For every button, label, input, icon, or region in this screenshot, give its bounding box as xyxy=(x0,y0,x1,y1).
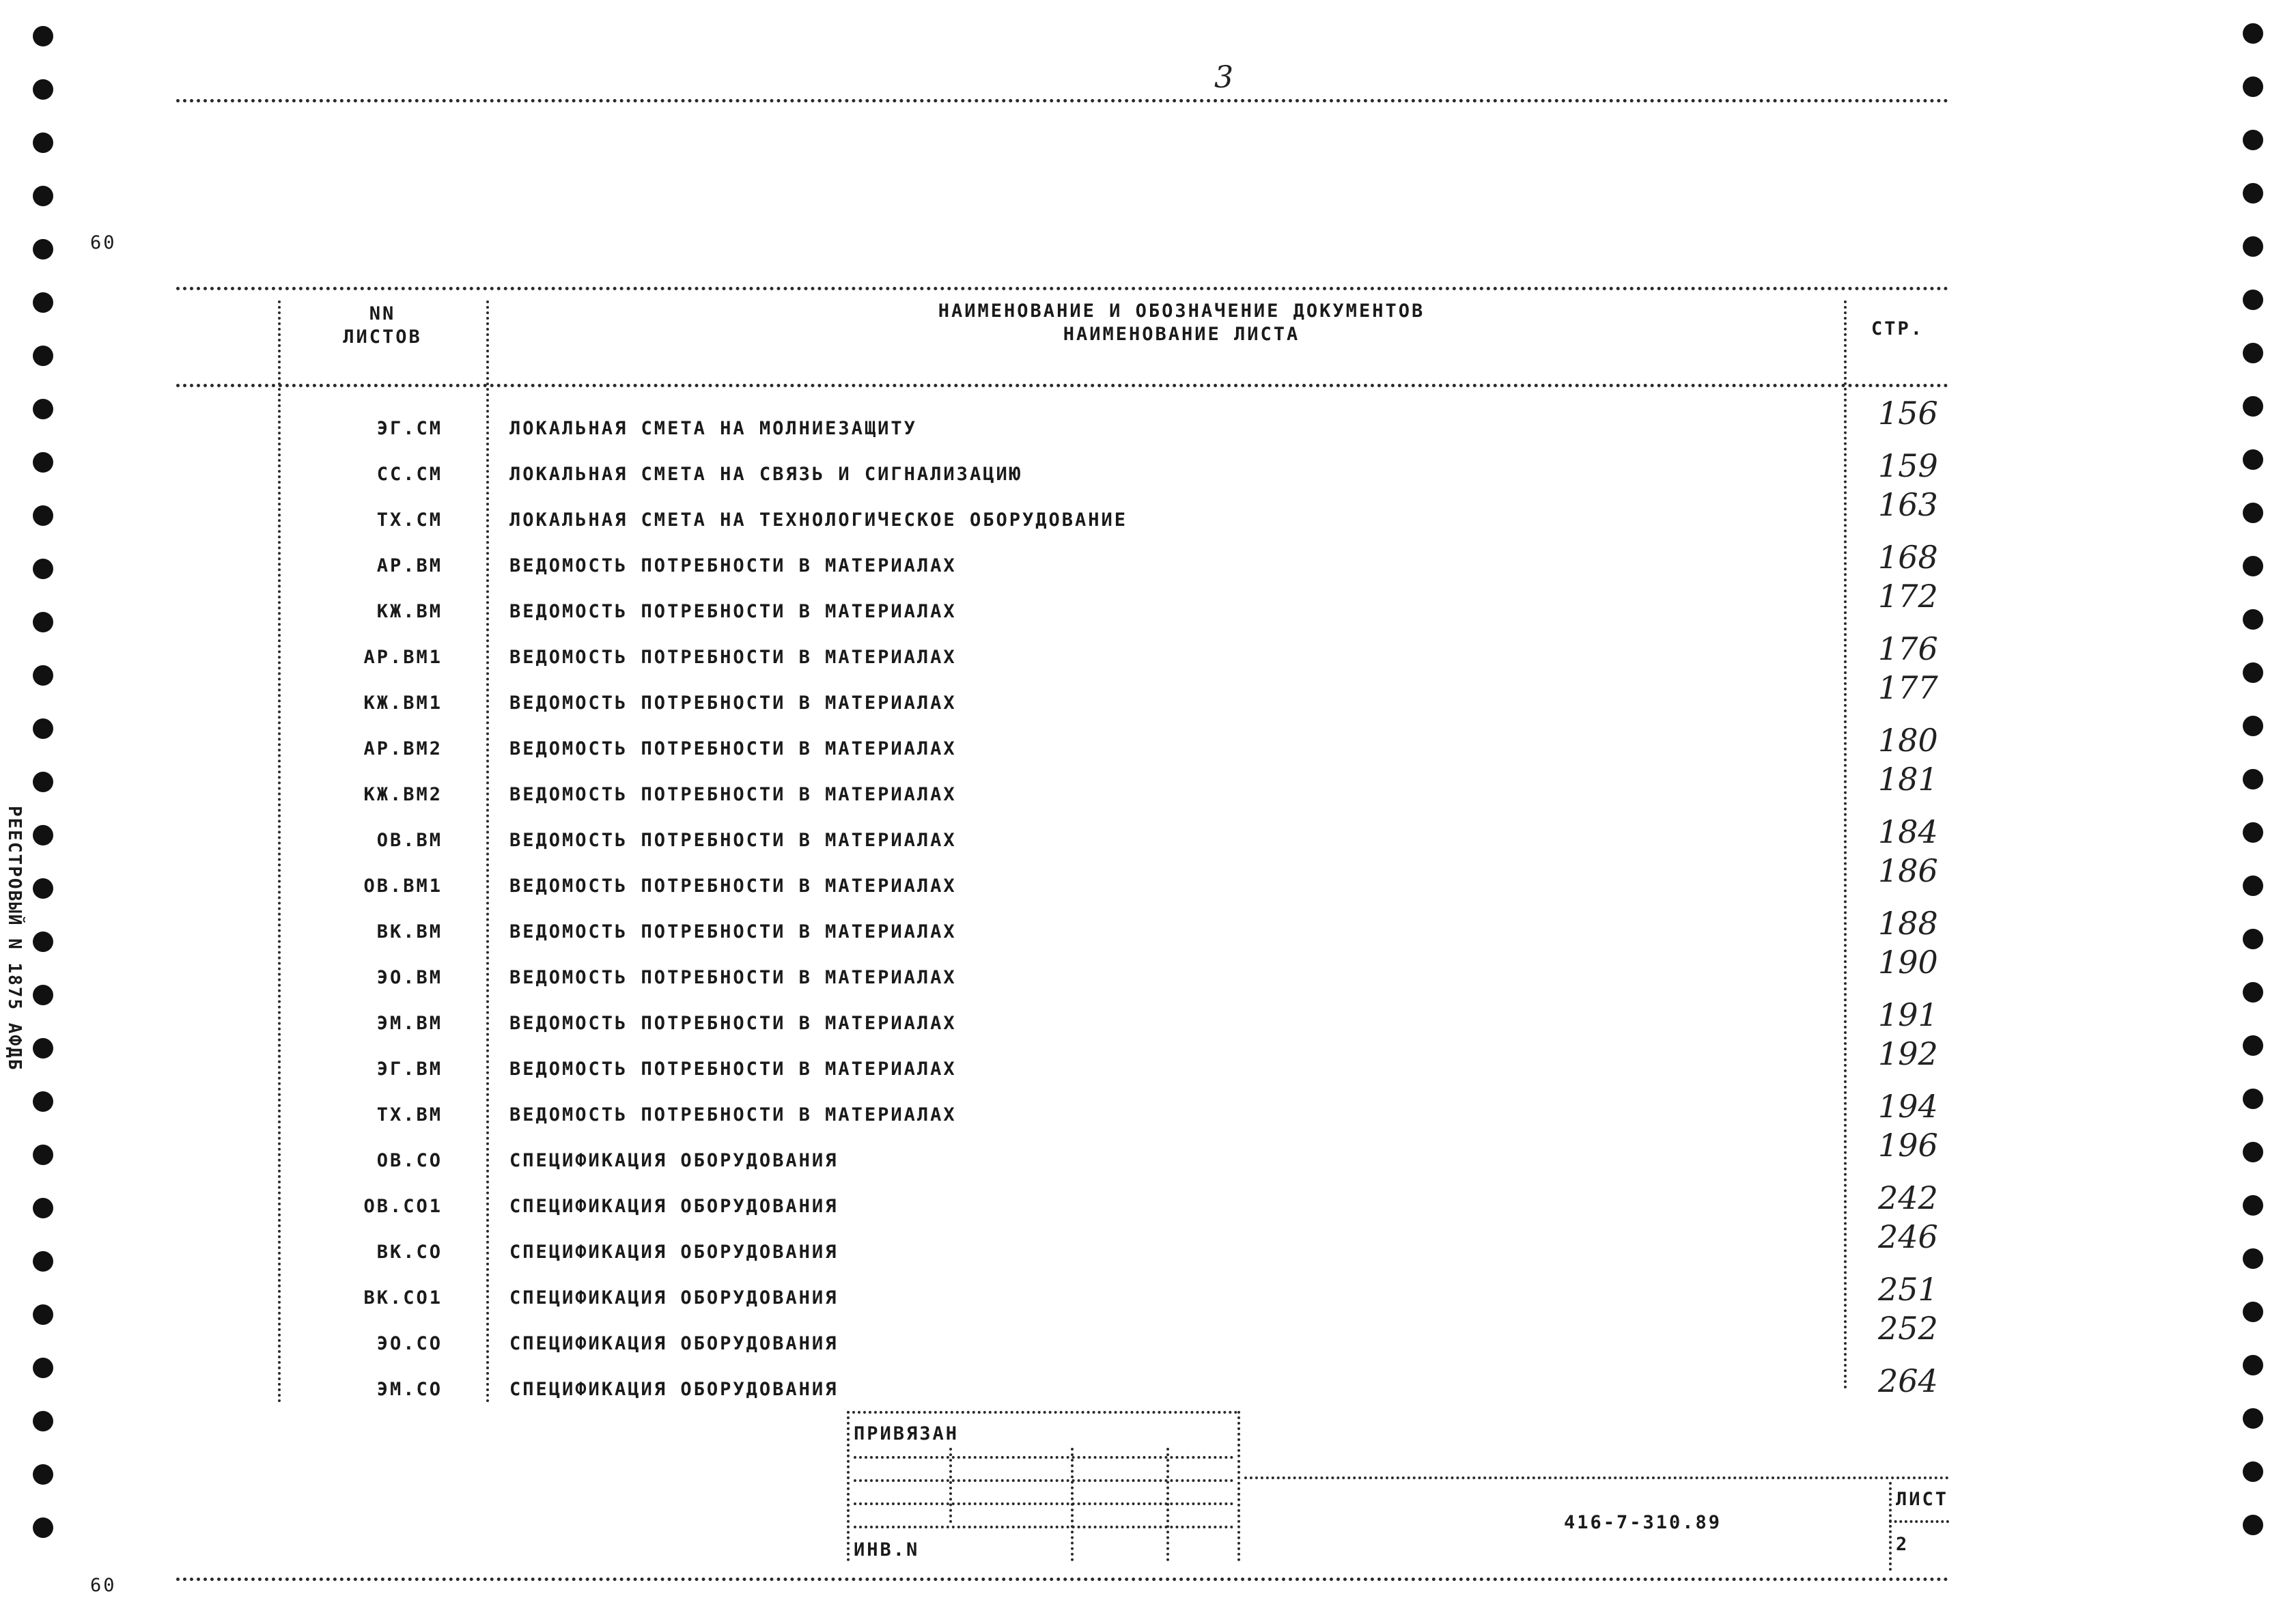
punch-hole xyxy=(33,132,53,153)
punch-hole xyxy=(2243,556,2263,576)
row-sheet-code: ТХ.СМ xyxy=(376,509,443,531)
punch-hole xyxy=(33,79,53,100)
row-document-title: ЛОКАЛЬНАЯ СМЕТА НА СВЯЗЬ И СИГНАЛИЗАЦИЮ xyxy=(509,464,1022,485)
punch-hole xyxy=(2243,1248,2263,1269)
punch-hole xyxy=(2243,716,2263,736)
row-sheet-code: АР.ВМ xyxy=(376,555,443,576)
column-divider-right xyxy=(1844,300,1847,1390)
row-page-number-handwritten: 184 xyxy=(1878,813,1938,850)
row-document-title: ВЕДОМОСТЬ ПОТРЕБНОСТИ В МАТЕРИАЛАХ xyxy=(509,921,957,942)
row-sheet-code: ЭМ.ВМ xyxy=(376,1013,443,1034)
row-page-number-handwritten: 159 xyxy=(1878,447,1938,484)
punch-hole xyxy=(33,612,53,632)
row-sheet-code: ВК.СО1 xyxy=(363,1287,443,1308)
margin-number-bottom: 60 xyxy=(90,1575,117,1596)
punch-hole xyxy=(2243,1515,2263,1535)
punch-hole xyxy=(2243,343,2263,363)
punch-hole xyxy=(2243,1355,2263,1375)
side-registry-stamp: РЕЕСТРОВЫЙ N 1875 АФДБ xyxy=(4,806,25,1072)
row-document-title: ВЕДОМОСТЬ ПОТРЕБНОСТИ В МАТЕРИАЛАХ xyxy=(509,876,957,897)
row-document-title: ВЕДОМОСТЬ ПОТРЕБНОСТИ В МАТЕРИАЛАХ xyxy=(509,692,957,714)
punch-hole xyxy=(33,1464,53,1485)
punch-hole xyxy=(33,505,53,526)
punch-hole xyxy=(2243,76,2263,97)
punch-hole xyxy=(2243,822,2263,843)
row-page-number-handwritten: 163 xyxy=(1878,486,1938,523)
row-page-number-handwritten: 176 xyxy=(1878,630,1938,667)
row-document-title: ВЕДОМОСТЬ ПОТРЕБНОСТИ В МАТЕРИАЛАХ xyxy=(509,1013,957,1034)
punch-hole xyxy=(33,559,53,579)
header-sheets-line1: NN xyxy=(369,303,396,324)
stamp-right-border xyxy=(1237,1411,1240,1561)
row-sheet-code: ВК.СО xyxy=(376,1242,443,1263)
punch-hole xyxy=(33,239,53,260)
punch-hole xyxy=(33,1251,53,1272)
row-document-title: СПЕЦИФИКАЦИЯ ОБОРУДОВАНИЯ xyxy=(509,1287,839,1308)
row-page-number-handwritten: 196 xyxy=(1878,1127,1938,1164)
punch-hole xyxy=(2243,1302,2263,1322)
column-divider-left xyxy=(278,300,281,1403)
row-document-title: ВЕДОМОСТЬ ПОТРЕБНОСТИ В МАТЕРИАЛАХ xyxy=(509,1104,957,1125)
punch-hole xyxy=(33,452,53,473)
top-rule xyxy=(176,99,1949,102)
row-page-number-handwritten: 252 xyxy=(1878,1310,1938,1347)
row-document-title: СПЕЦИФИКАЦИЯ ОБОРУДОВАНИЯ xyxy=(509,1150,839,1171)
punch-hole xyxy=(2243,1461,2263,1482)
row-document-title: ВЕДОМОСТЬ ПОТРЕБНОСТИ В МАТЕРИАЛАХ xyxy=(509,601,957,622)
punch-hole xyxy=(33,1145,53,1165)
row-page-number-handwritten: 181 xyxy=(1878,761,1938,798)
punch-hole xyxy=(33,1304,53,1325)
row-sheet-code: АР.ВМ2 xyxy=(363,738,443,759)
row-sheet-code: КЖ.ВМ xyxy=(376,601,443,622)
document-code: 416-7-310.89 xyxy=(1564,1512,1722,1533)
punch-hole xyxy=(33,1411,53,1431)
stamp-rule-3 xyxy=(854,1502,1233,1505)
punch-hole xyxy=(2243,609,2263,630)
punch-hole xyxy=(2243,769,2263,789)
row-page-number-handwritten: 186 xyxy=(1878,852,1938,889)
punch-hole xyxy=(33,878,53,899)
sheet-number: 2 xyxy=(1896,1534,1909,1555)
punch-hole xyxy=(33,665,53,686)
row-sheet-code: КЖ.ВМ1 xyxy=(363,692,443,714)
stamp-top-rule xyxy=(847,1411,1237,1414)
punch-hole xyxy=(2243,396,2263,417)
table-header-rule xyxy=(176,384,1949,387)
punch-hole xyxy=(2243,1142,2263,1162)
row-sheet-code: ЭГ.СМ xyxy=(376,418,443,439)
row-document-title: СПЕЦИФИКАЦИЯ ОБОРУДОВАНИЯ xyxy=(509,1196,839,1217)
row-page-number-handwritten: 264 xyxy=(1878,1362,1938,1399)
row-sheet-code: СС.СМ xyxy=(376,464,443,485)
row-page-number-handwritten: 180 xyxy=(1878,722,1938,759)
punch-hole xyxy=(33,186,53,206)
bottom-rule xyxy=(176,1578,1949,1581)
row-page-number-handwritten: 172 xyxy=(1878,578,1938,615)
punch-hole xyxy=(2243,1089,2263,1109)
stamp-rule-1 xyxy=(854,1456,1233,1459)
row-document-title: ВЕДОМОСТЬ ПОТРЕБНОСТИ В МАТЕРИАЛАХ xyxy=(509,738,957,759)
row-sheet-code: ОВ.ВМ xyxy=(376,830,443,851)
punch-hole xyxy=(33,1198,53,1218)
row-document-title: СПЕЦИФИКАЦИЯ ОБОРУДОВАНИЯ xyxy=(509,1333,839,1354)
punch-hole xyxy=(33,346,53,366)
punch-hole xyxy=(2243,876,2263,896)
row-document-title: СПЕЦИФИКАЦИЯ ОБОРУДОВАНИЯ xyxy=(509,1379,839,1400)
punch-hole xyxy=(2243,449,2263,470)
row-page-number-handwritten: 190 xyxy=(1878,944,1938,981)
page-number-handwritten: 3 xyxy=(1214,60,1233,95)
row-page-number-handwritten: 188 xyxy=(1878,905,1938,942)
row-sheet-code: ЭГ.ВМ xyxy=(376,1059,443,1080)
stamp-attached-label: ПРИВЯЗАН xyxy=(854,1423,960,1444)
punch-hole xyxy=(2243,23,2263,44)
row-page-number-handwritten: 194 xyxy=(1878,1088,1938,1125)
punch-hole xyxy=(33,1517,53,1538)
punch-hole xyxy=(33,825,53,845)
punch-hole xyxy=(2243,1195,2263,1216)
title-block-top-rule xyxy=(1244,1476,1949,1479)
stamp-left-border xyxy=(847,1411,850,1561)
punch-hole xyxy=(2243,1035,2263,1056)
punch-hole xyxy=(33,1038,53,1059)
row-sheet-code: ТХ.ВМ xyxy=(376,1104,443,1125)
punch-hole xyxy=(2243,236,2263,257)
row-document-title: ВЕДОМОСТЬ ПОТРЕБНОСТИ В МАТЕРИАЛАХ xyxy=(509,784,957,805)
row-sheet-code: ЭМ.СО xyxy=(376,1379,443,1400)
stamp-inv-label: ИНВ.N xyxy=(854,1539,920,1560)
punch-hole xyxy=(33,399,53,419)
punch-hole xyxy=(33,1358,53,1378)
header-sheets-line2: ЛИСТОВ xyxy=(343,326,422,348)
row-page-number-handwritten: 242 xyxy=(1878,1179,1938,1216)
punch-hole xyxy=(2243,503,2263,523)
row-document-title: ЛОКАЛЬНАЯ СМЕТА НА ТЕХНОЛОГИЧЕСКОЕ ОБОРУДОВАНИЕ xyxy=(509,509,1128,531)
header-name-line2: НАИМЕНОВАНИЕ ЛИСТА xyxy=(1063,324,1300,345)
row-sheet-code: ОВ.ВМ1 xyxy=(363,876,443,897)
punch-hole xyxy=(2243,982,2263,1003)
column-divider-middle xyxy=(486,300,489,1403)
row-sheet-code: ОВ.СО xyxy=(376,1150,443,1171)
punch-hole xyxy=(33,718,53,739)
row-document-title: ВЕДОМОСТЬ ПОТРЕБНОСТИ В МАТЕРИАЛАХ xyxy=(509,1059,957,1080)
punch-hole xyxy=(33,932,53,952)
row-document-title: СПЕЦИФИКАЦИЯ ОБОРУДОВАНИЯ xyxy=(509,1242,839,1263)
row-document-title: ВЕДОМОСТЬ ПОТРЕБНОСТИ В МАТЕРИАЛАХ xyxy=(509,967,957,988)
punch-hole xyxy=(2243,130,2263,150)
punch-hole xyxy=(33,772,53,792)
row-document-title: ВЕДОМОСТЬ ПОТРЕБНОСТИ В МАТЕРИАЛАХ xyxy=(509,647,957,668)
punch-hole xyxy=(2243,1408,2263,1429)
punch-hole xyxy=(2243,929,2263,949)
row-document-title: ЛОКАЛЬНАЯ СМЕТА НА МОЛНИЕЗАЩИТУ xyxy=(509,418,917,439)
row-page-number-handwritten: 156 xyxy=(1878,395,1938,432)
punch-hole xyxy=(33,985,53,1005)
punch-hole xyxy=(2243,662,2263,683)
header-name-line1: НАИМЕНОВАНИЕ И ОБОЗНАЧЕНИЕ ДОКУМЕНТОВ xyxy=(938,300,1425,322)
row-sheet-code: КЖ.ВМ2 xyxy=(363,784,443,805)
punch-hole xyxy=(33,26,53,46)
row-sheet-code: ОВ.СО1 xyxy=(363,1196,443,1217)
row-page-number-handwritten: 177 xyxy=(1878,669,1938,706)
row-page-number-handwritten: 191 xyxy=(1878,996,1938,1033)
punch-hole xyxy=(2243,183,2263,204)
row-page-number-handwritten: 246 xyxy=(1878,1218,1938,1255)
stamp-rule-2 xyxy=(854,1479,1233,1482)
row-document-title: ВЕДОМОСТЬ ПОТРЕБНОСТИ В МАТЕРИАЛАХ xyxy=(509,830,957,851)
row-page-number-handwritten: 251 xyxy=(1878,1271,1938,1308)
margin-number-top: 60 xyxy=(90,232,117,253)
row-page-number-handwritten: 192 xyxy=(1878,1035,1938,1072)
row-sheet-code: АР.ВМ1 xyxy=(363,647,443,668)
row-page-number-handwritten: 168 xyxy=(1878,539,1938,576)
stamp-divider-3 xyxy=(949,1448,952,1523)
sheet-label: ЛИСТ xyxy=(1896,1489,1949,1510)
header-page: СТР. xyxy=(1871,318,1924,339)
punch-hole xyxy=(2243,290,2263,310)
table-top-rule xyxy=(176,287,1949,290)
row-sheet-code: ЭО.СО xyxy=(376,1333,443,1354)
sheet-cell-rule xyxy=(1889,1520,1949,1523)
punch-hole xyxy=(33,1091,53,1112)
stamp-rule-4 xyxy=(854,1526,1233,1528)
row-sheet-code: ЭО.ВМ xyxy=(376,967,443,988)
row-document-title: ВЕДОМОСТЬ ПОТРЕБНОСТИ В МАТЕРИАЛАХ xyxy=(509,555,957,576)
punch-hole xyxy=(33,292,53,313)
row-sheet-code: ВК.ВМ xyxy=(376,921,443,942)
sheet-cell-border xyxy=(1889,1482,1892,1571)
